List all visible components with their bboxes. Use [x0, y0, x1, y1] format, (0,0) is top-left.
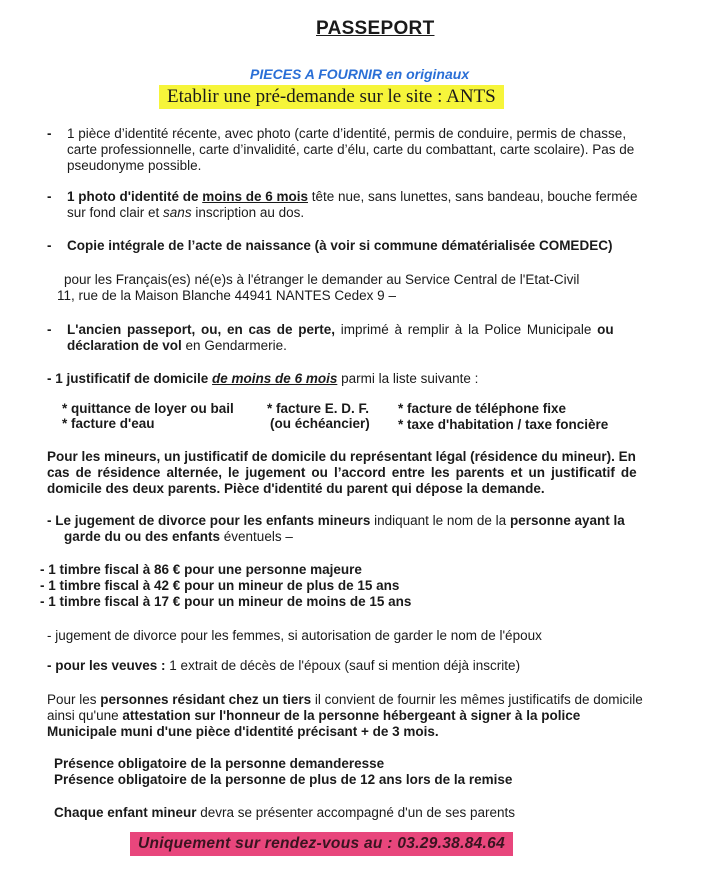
- photo-line-2: [67, 205, 304, 221]
- photo-line-2-sans: sans: [163, 205, 192, 220]
- divorce-desc: indiquant le nom de la: [370, 513, 510, 528]
- appointment-banner: Uniquement sur rendez-vous au : 03.29.38.84.64: [130, 832, 513, 856]
- photo-age: moins de 6 mois: [202, 189, 308, 204]
- old-passport-label: L'ancien passeport, ou, en cas de perte,: [67, 322, 336, 337]
- children-desc: devra se présenter accompagné d'un de ses parents: [196, 805, 516, 820]
- third-party-line-3: Municipale muni d'une pièce d'identité précisant + de 3 mois.: [47, 724, 439, 739]
- widows-desc: 1 extrait de décès de l'époux (sauf si mention déjà inscrite): [165, 658, 521, 673]
- birth-certificate: Copie intégrale de l’acte de naissance (à voir si commune dématérialisée COMEDEC): [67, 238, 613, 253]
- justif-col1-1: * quittance de loyer ou bail: [62, 401, 234, 416]
- photo-line-1: [67, 189, 637, 205]
- minors-line-2: cas de résidence alternée, le jugement ou l’accord entre les parents et un justificatif de: [47, 465, 637, 480]
- justif-col3-2: * taxe d'habitation / taxe foncière: [398, 417, 609, 432]
- divorce-custody: garde du ou des enfants: [64, 529, 221, 544]
- third-party-a: Pour les: [47, 692, 101, 707]
- abroad-line-1: pour les Français(es) né(e)s à l'étranger le demander au Service Central de l'Etat-Civil: [64, 272, 580, 287]
- photo-label: 1 photo d'identité de: [67, 189, 203, 204]
- presence-applicant: Présence obligatoire de la personne demanderesse: [54, 756, 385, 771]
- justif-col1-2: * facture d'eau: [62, 416, 155, 431]
- page-title: PASSEPORT: [316, 18, 435, 39]
- minors-line-1: Pour les mineurs, un justificatif de domicile du représentant légal (résidence du mineur). En: [47, 449, 636, 464]
- bullet-dash: -: [47, 322, 52, 337]
- old-passport-or: ou: [597, 322, 614, 337]
- bullet-dash: -: [47, 189, 52, 204]
- old-passport-line-1: [67, 322, 614, 338]
- old-passport-line-2: [67, 338, 287, 354]
- children-line: [54, 805, 515, 821]
- third-party-line-1: [47, 692, 643, 708]
- third-party-line-2-a: ainsi qu'une: [47, 708, 123, 723]
- justif-col2-2: (ou échéancier): [270, 416, 370, 431]
- children-label: Chaque enfant mineur: [54, 805, 197, 820]
- stamp-42: - 1 timbre fiscal à 42 € pour un mineur de plus de 15 ans: [40, 578, 400, 593]
- domicile-line: [47, 371, 478, 387]
- divorce-line-1: [47, 513, 625, 529]
- divorce-label: - Le jugement de divorce pour les enfants mineurs: [47, 513, 371, 528]
- justif-col3-1: * facture de téléphone fixe: [398, 401, 567, 416]
- photo-line-2-a: sur fond clair et: [67, 205, 164, 220]
- theft-declaration: déclaration de vol: [67, 338, 182, 353]
- photo-desc: tête nue, sans lunettes, sans bandeau, bouche fermée: [308, 189, 638, 204]
- minors-line-3: domicile des deux parents. Pièce d'identité du parent qui dépose la demande.: [47, 481, 545, 496]
- pre-demande-banner: Etablir une pré-demande sur le site : ANTS: [159, 85, 504, 109]
- presence-over-12: Présence obligatoire de la personne de plus de 12 ans lors de la remise: [54, 772, 513, 787]
- bullet-dash: -: [47, 238, 52, 253]
- domicile-label: - 1 justificatif de domicile: [47, 371, 213, 386]
- divorce-eventual: éventuels –: [220, 529, 293, 544]
- third-party-line-2: [47, 708, 580, 724]
- domicile-age: de moins de 6 mois: [212, 371, 338, 386]
- stamp-17: - 1 timbre fiscal à 17 € pour un mineur de moins de 15 ans: [40, 594, 412, 609]
- domicile-desc: parmi la liste suivante :: [337, 371, 479, 386]
- identity-line-1: 1 pièce d’identité récente, avec photo (carte d’identité, permis de conduire, permis de chasse,: [67, 126, 627, 141]
- identity-line-2: carte professionnelle, carte d’invalidité, carte d’élu, carte du combattant, carte scolaire). Pas de: [67, 142, 635, 157]
- stamp-86: - 1 timbre fiscal à 86 € pour une personne majeure: [40, 562, 362, 577]
- abroad-line-2: 11, rue de la Maison Blanche 44941 NANTES Cedex 9 –: [57, 288, 396, 303]
- justif-col2-1: * facture E. D. F.: [267, 401, 370, 416]
- attestation-text: attestation sur l'honneur de la personne hébergeant à signer à la police: [122, 708, 581, 723]
- old-passport-desc: imprimé à remplir à la Police Municipale: [335, 322, 598, 337]
- widows-line: [47, 658, 520, 674]
- gendarmerie-text: en Gendarmerie.: [181, 338, 287, 353]
- third-party-desc: il convient de fournir les mêmes justificatifs de domicile: [311, 692, 643, 707]
- third-party-label: personnes résidant chez un tiers: [100, 692, 312, 707]
- women-divorce: - jugement de divorce pour les femmes, si autorisation de garder le nom de l'époux: [47, 628, 542, 643]
- divorce-guardian: personne ayant la: [509, 513, 625, 528]
- bullet-dash: -: [47, 126, 52, 141]
- identity-line-3: pseudonyme possible.: [67, 158, 202, 173]
- photo-line-2-b: inscription au dos.: [191, 205, 305, 220]
- page-subtitle: PIECES A FOURNIR en originaux: [250, 66, 470, 82]
- widows-label: - pour les veuves :: [47, 658, 166, 673]
- divorce-line-2: [64, 529, 293, 545]
